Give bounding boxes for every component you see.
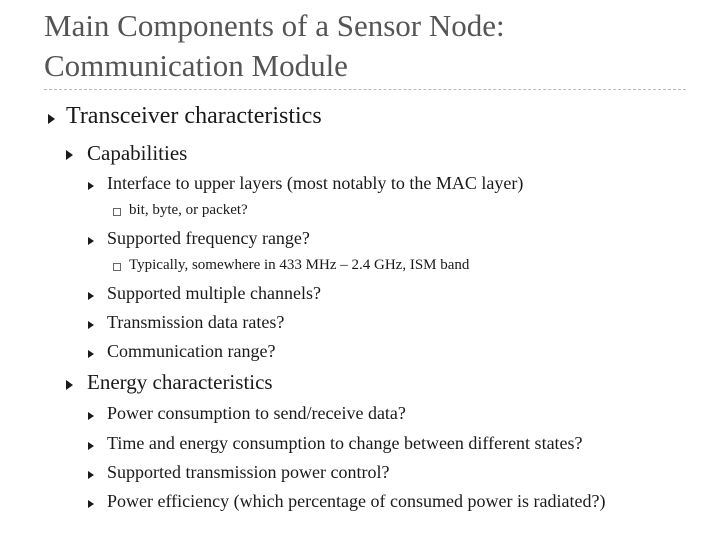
- arrow-bullet-icon: [88, 182, 94, 190]
- bullet-transmission-power-control: Supported transmission power control?: [107, 462, 390, 482]
- bullet-bit-byte-packet: bit, byte, or packet?: [129, 202, 248, 218]
- arrow-bullet-icon: [88, 412, 94, 420]
- bullet-energy-characteristics: Energy characteristics: [87, 370, 273, 394]
- title-divider: [44, 89, 686, 90]
- arrow-bullet-icon: [88, 350, 94, 358]
- bullet-interface-upper-layers: Interface to upper layers (most notably to the MAC layer): [107, 173, 524, 193]
- arrow-bullet-icon: [88, 500, 94, 508]
- arrow-bullet-icon: [66, 380, 73, 390]
- bullet-power-efficiency: Power efficiency (which percentage of consumed power is radiated?): [107, 491, 606, 511]
- bullet-transceiver-characteristics: Transceiver characteristics: [66, 103, 322, 129]
- bullet-capabilities: Capabilities: [87, 141, 188, 165]
- arrow-bullet-icon: [88, 237, 94, 245]
- arrow-bullet-icon: [48, 114, 55, 124]
- arrow-bullet-icon: [88, 442, 94, 450]
- slide-title: [44, 6, 684, 86]
- square-bullet-icon: [113, 263, 121, 271]
- title-line-2: Communication Module: [44, 48, 348, 83]
- arrow-bullet-icon: [88, 321, 94, 329]
- square-bullet-icon: [113, 208, 121, 216]
- arrow-bullet-icon: [88, 471, 94, 479]
- bullet-typically-ism-band: Typically, somewhere in 433 MHz – 2.4 GHz, ISM band: [129, 257, 470, 273]
- bullet-communication-range: Communication range?: [107, 341, 276, 361]
- arrow-bullet-icon: [66, 150, 73, 160]
- arrow-bullet-icon: [88, 292, 94, 300]
- bullet-power-consumption: Power consumption to send/receive data?: [107, 403, 406, 423]
- bullet-multiple-channels: Supported multiple channels?: [107, 283, 321, 303]
- title-line-1: Main Components of a Sensor Node:: [44, 8, 505, 43]
- bullet-frequency-range: Supported frequency range?: [107, 228, 310, 248]
- bullet-transmission-data-rates: Transmission data rates?: [107, 312, 285, 332]
- bullet-time-energy-states: Time and energy consumption to change between different states?: [107, 433, 583, 453]
